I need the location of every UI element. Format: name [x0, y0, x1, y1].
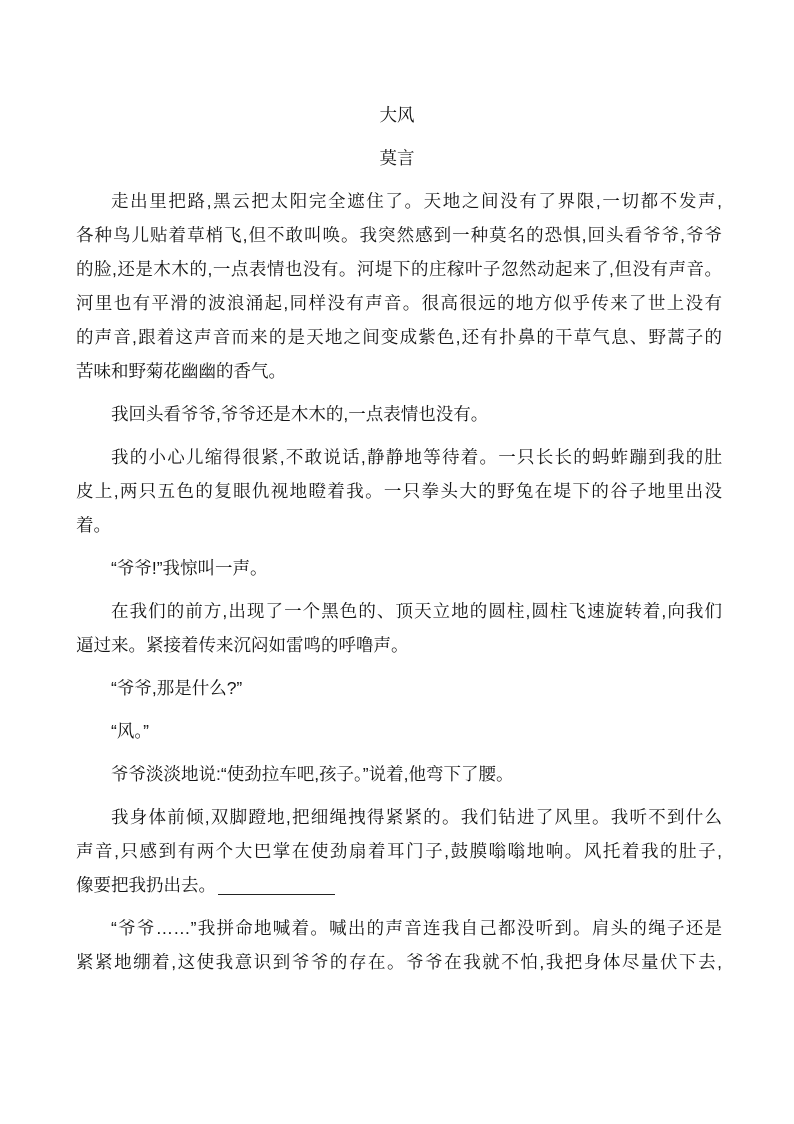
paragraph-1: [76, 184, 722, 388]
document-title: 大风: [379, 105, 415, 125]
paragraph-line: “爷爷……”我拼命地喊着。喊出的声音连我自己都没听到。肩头的绳子还是: [111, 918, 722, 938]
paragraph-line-text: 像要把我扔出去。: [76, 875, 216, 895]
paragraph-line: 的声音,跟着这声音而来的是天地之间变成紫色,还有扑鼻的干草气息、野蒿子的: [76, 327, 722, 347]
paragraph-line: 逼过来。紧接着传来沉闷如雷鸣的呼噜声。: [76, 635, 409, 655]
paragraph-8: [76, 757, 722, 791]
paragraph-line: 河里也有平滑的波浪涌起,同样没有声音。很高很远的地方似乎传来了世上没有: [76, 293, 722, 313]
paragraph-line: 爷爷淡淡地说:“使劲拉车吧,孩子。”说着,他弯下了腰。: [111, 764, 514, 784]
paragraph-9: [76, 800, 722, 902]
paragraph-5: [76, 594, 722, 662]
paragraph-10: [76, 911, 722, 979]
paragraph-line: “风。”: [111, 721, 149, 741]
paragraph-line: “爷爷!”我惊叫一声。: [111, 558, 268, 578]
paragraph-line: 声音,只感到有两个大巴掌在使劲扇着耳门子,鼓膜嗡嗡地响。风托着我的肚子,: [76, 841, 722, 861]
paragraph-line: [76, 868, 722, 902]
paragraph-line: 在我们的前方,出现了一个黑色的、顶天立地的圆柱,圆柱飞速旋转着,向我们: [111, 601, 722, 621]
answer-blank: [218, 893, 335, 895]
paragraph-7: [76, 714, 722, 748]
paragraph-line: “爷爷,那是什么?”: [111, 678, 243, 698]
paragraph-line: 我身体前倾,双脚蹬地,把细绳拽得紧紧的。我们钻进了风里。我听不到什么: [111, 807, 722, 827]
paragraph-4: [76, 551, 722, 585]
paragraph-3: [76, 440, 722, 542]
document-body: [76, 184, 722, 979]
paragraph-line: 我回头看爷爷,爷爷还是木木的,一点表情也没有。: [111, 404, 489, 424]
paragraph-line: 苦味和野菊花幽幽的香气。: [76, 361, 286, 381]
paragraph-line: 着。: [76, 515, 111, 535]
paragraph-2: [76, 397, 722, 431]
paragraph-line: 的脸,还是木木的,一点表情也没有。河堤下的庄稼叶子忽然动起来了,但没有声音。: [76, 259, 722, 279]
document-author: 莫言: [379, 148, 415, 168]
paragraph-line: 走出里把路,黑云把太阳完全遮住了。天地之间没有了界限,一切都不发声,: [111, 191, 722, 211]
paragraph-line: 皮上,两只五色的复眼仇视地瞪着我。一只拳头大的野兔在堤下的谷子地里出没: [76, 481, 722, 501]
paragraph-line: 紧紧地绷着,这使我意识到爷爷的存在。爷爷在我就不怕,我把身体尽量伏下去,: [76, 952, 722, 972]
paragraph-line: 各种鸟儿贴着草梢飞,但不敢叫唤。我突然感到一种莫名的恐惧,回头看爷爷,爷爷: [76, 225, 722, 245]
paragraph-line: 我的小心儿缩得很紧,不敢说话,静静地等待着。一只长长的蚂蚱蹦到我的肚: [111, 447, 722, 467]
paragraph-6: [76, 671, 722, 705]
